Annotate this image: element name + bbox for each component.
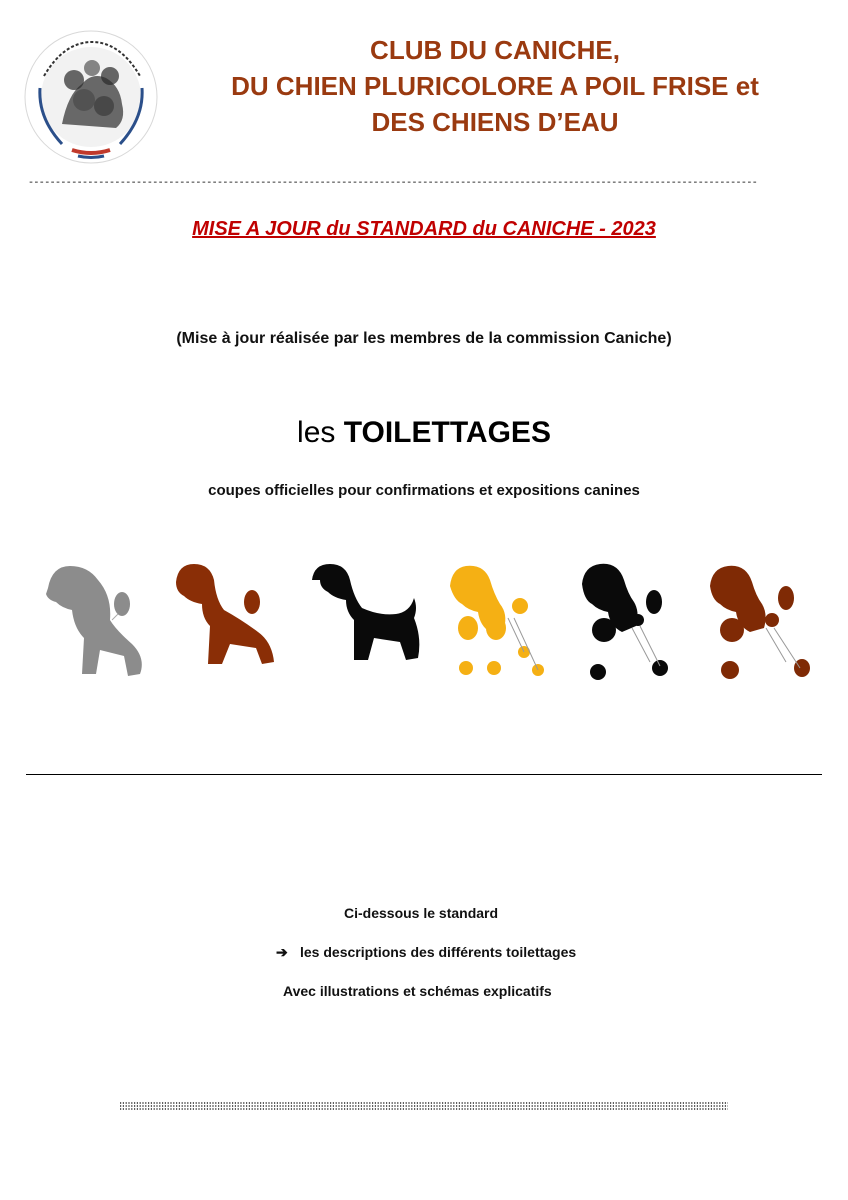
descriptions-text: les descriptions des différents toilettages	[300, 944, 577, 960]
poodle-illustrations	[30, 558, 820, 698]
dashed-separator: ---------------------------------------------------------------------------------------------------------------------------------------	[28, 178, 758, 189]
descriptions-line	[276, 944, 576, 961]
update-title: MISE A JOUR du STANDARD du CANICHE - 2023	[192, 218, 656, 240]
footer-dotted-rule	[120, 1098, 728, 1108]
club-title-line-3: DES CHIENS D’EAU	[371, 107, 619, 137]
club-title-line-1: CLUB DU CANICHE,	[370, 35, 620, 65]
section-title-bold: TOILETTAGES	[343, 416, 551, 449]
poodle-black-icon	[312, 564, 419, 660]
poodle-grey-icon	[46, 566, 142, 676]
poodle-black-saddle-icon	[582, 564, 668, 680]
poodle-yellow-icon	[450, 566, 544, 676]
illustrations-line: Avec illustrations et schémas explicatifs	[283, 983, 552, 999]
section-title	[0, 416, 848, 450]
footer-dots-pattern	[120, 1101, 728, 1111]
club-logo-seal-icon	[22, 28, 160, 166]
coupes-description: coupes officielles pour confirmations et expositions canines	[208, 482, 640, 499]
poodle-brown-lion-icon	[710, 566, 810, 679]
poodle-silhouettes	[30, 558, 820, 698]
commission-subtitle: (Mise à jour réalisée par les membres de la commission Caniche)	[176, 330, 672, 347]
poodle-red-brown-icon	[176, 564, 274, 664]
standard-intro: Ci-dessous le standard	[344, 905, 499, 921]
right-arrow-icon: ➔	[276, 944, 288, 960]
section-title-prefix: les	[297, 416, 344, 449]
club-title-line-2: DU CHIEN PLURICOLORE A POIL FRISE et	[231, 71, 759, 101]
club-logo	[22, 28, 160, 166]
horizontal-rule	[26, 774, 822, 775]
club-title	[170, 32, 820, 140]
